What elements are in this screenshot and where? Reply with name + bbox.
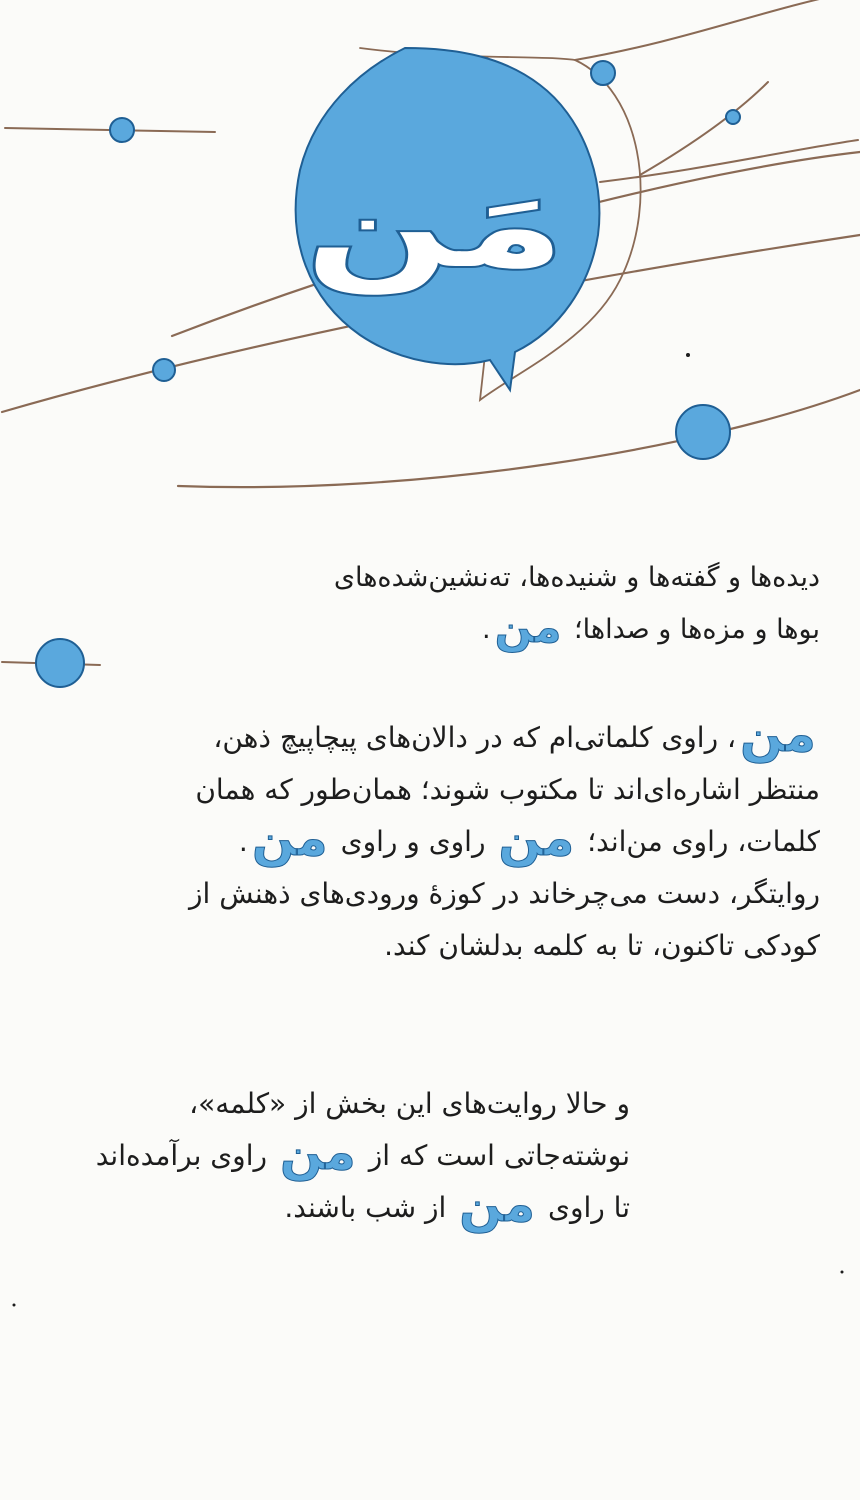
orbit-line <box>178 390 860 487</box>
tiny-dot <box>841 1271 844 1274</box>
planet-dot <box>36 639 84 687</box>
closing-line-2 <box>60 1123 630 1182</box>
body-line-5: کودکی تاکنون، تا به کلمه بدلشان کند. <box>384 929 820 962</box>
tiny-dot <box>686 353 690 357</box>
planet-dot <box>110 118 134 142</box>
closing-line-2-text-a: نوشته‌جاتی است که از <box>368 1139 630 1172</box>
body-line-1 <box>60 705 820 764</box>
body-line-3-text: کلمات، راوی من‌اند؛ <box>587 825 820 858</box>
highlight-word: من <box>459 1175 536 1233</box>
body-line-4: روایتگر، دست می‌چرخاند در کوزهٔ ورودی‌های ذهنش از <box>189 877 820 910</box>
intro-line-2-end: . <box>482 614 491 645</box>
closing-line-3 <box>60 1175 630 1234</box>
intro-line-2-text: بوها و مزه‌ها و صداها؛ <box>574 614 820 645</box>
orbit-line <box>640 82 768 175</box>
closing-line-1: و حالا روایت‌های این بخش از «کلمه»، <box>189 1087 630 1120</box>
highlight-word: من <box>251 809 328 867</box>
tiny-dot <box>13 1304 16 1307</box>
intro-line-1: دیده‌ها و گفته‌ها و شنیده‌ها، ته‌نشین‌شده‌های <box>333 562 820 593</box>
closing-line-3-text-b: از شب باشند. <box>284 1191 447 1224</box>
highlight-word: من <box>279 1123 356 1181</box>
closing-line-2-text-b: راوی برآمده‌اند <box>95 1139 267 1172</box>
body-line-3 <box>60 809 820 868</box>
closing-line-3-text-a: تا راوی <box>548 1191 630 1224</box>
body-paragraph <box>60 705 820 972</box>
planet-dot <box>726 110 740 124</box>
highlight-word: من <box>740 705 816 763</box>
highlight-word: من <box>498 809 575 867</box>
body-line-1-text: ، راوی کلماتی‌ام که در دالان‌های پیچاپیچ ذهن، <box>213 721 737 754</box>
highlight-word: من <box>494 602 562 653</box>
planet-dot <box>591 61 615 85</box>
body-line-2: منتظر اشاره‌ای‌اند تا مکتوب شوند؛ همان‌طور که همان <box>195 773 820 806</box>
planet-dot <box>153 359 175 381</box>
planet-dot <box>676 405 730 459</box>
badge-title: مَن <box>305 156 565 294</box>
intro-line-2 <box>230 604 820 656</box>
body-line-3-end: . <box>238 825 248 858</box>
closing-paragraph <box>60 1078 630 1234</box>
body-line-3-mid: راوی و راوی <box>340 825 486 858</box>
orbit-line <box>575 0 860 60</box>
intro-paragraph <box>230 552 820 656</box>
